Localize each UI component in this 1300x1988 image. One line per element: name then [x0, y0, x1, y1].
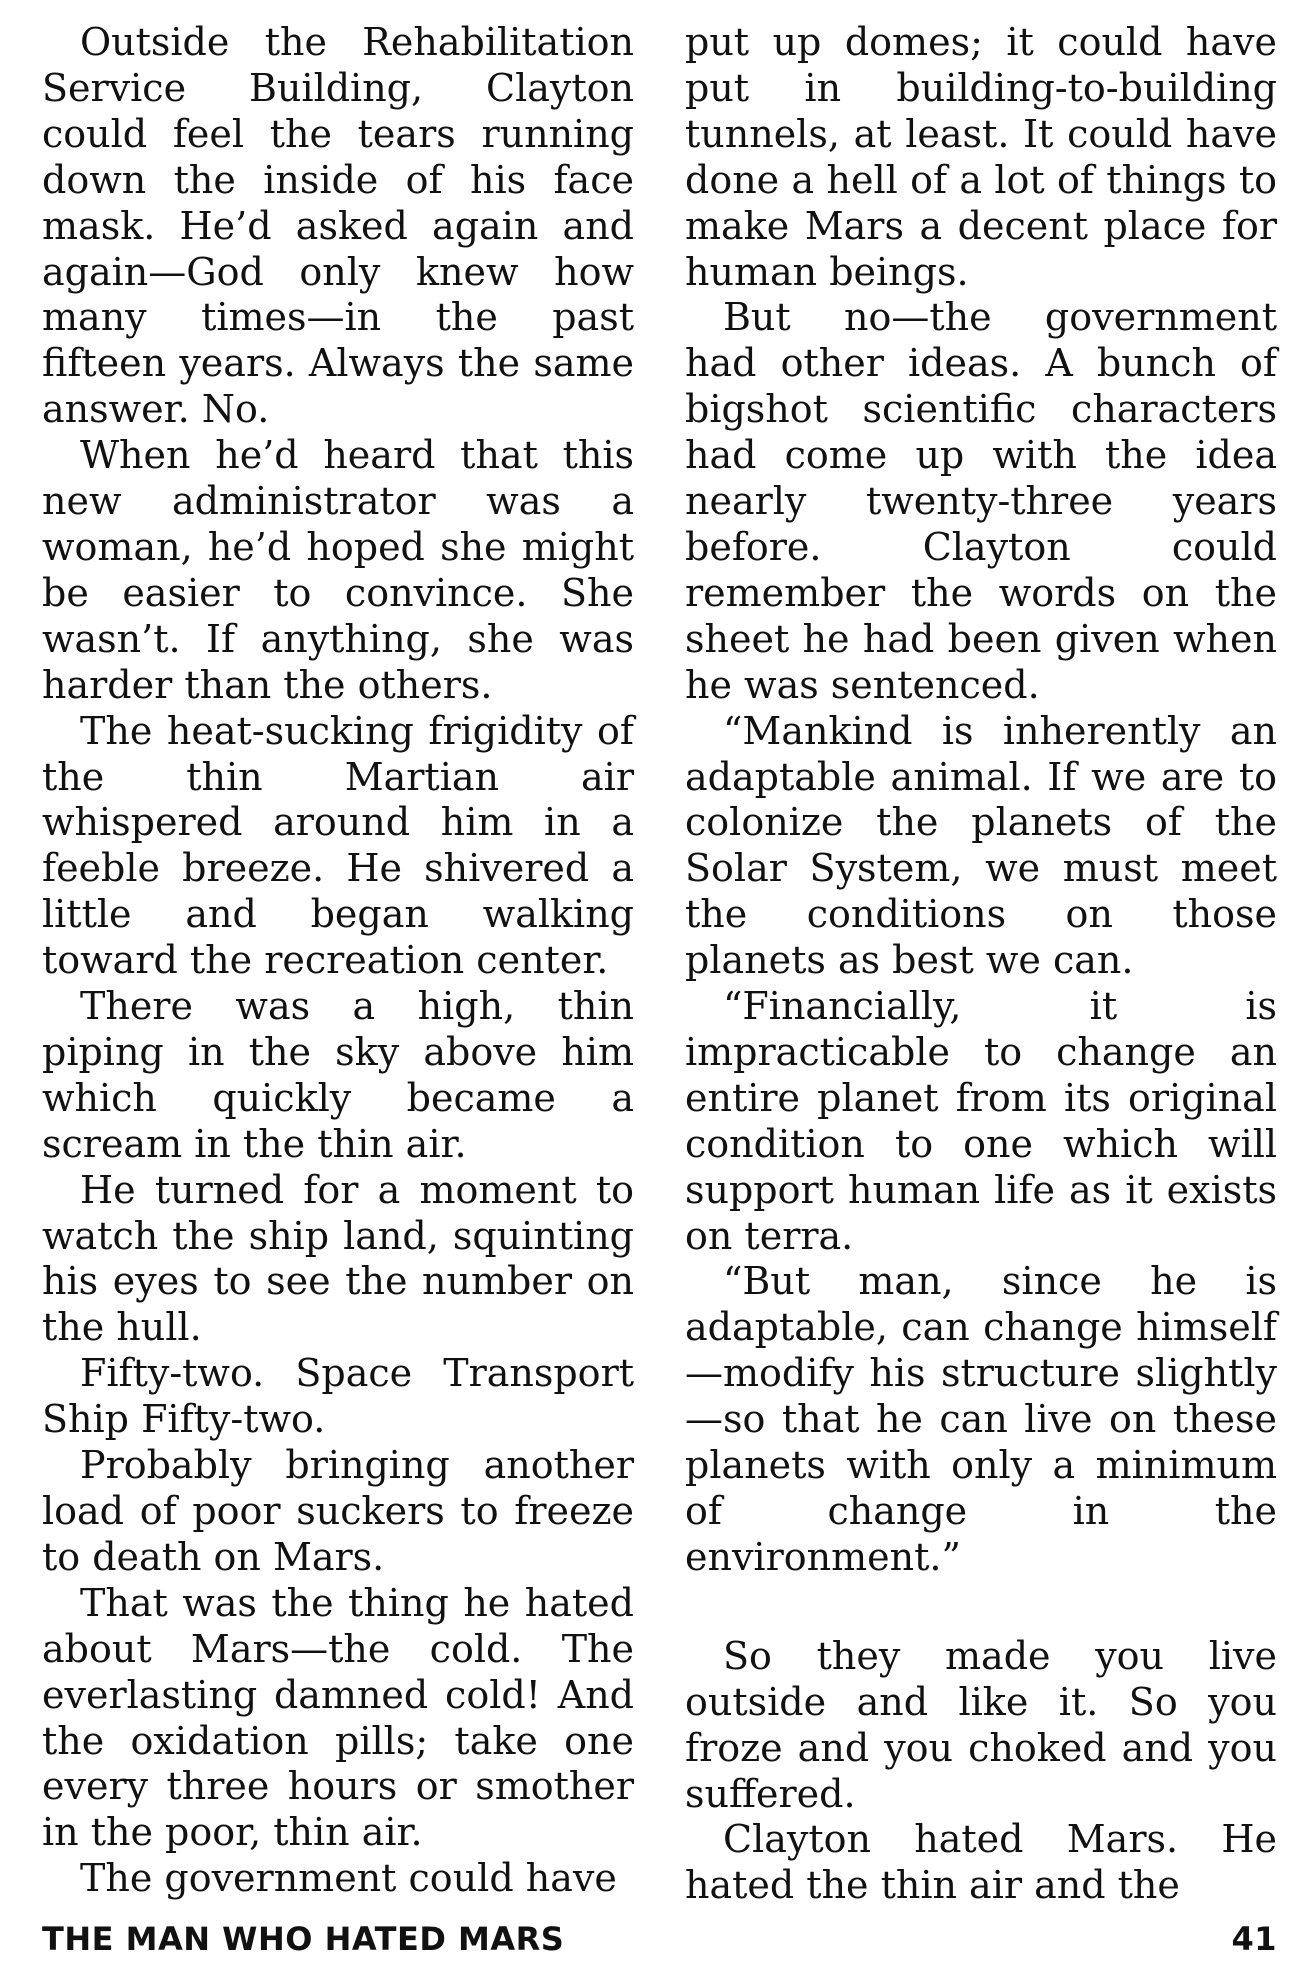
paragraph: Outside the Rehabilitation Service Building, Clayton could feel the tears running down the inside of his face mask. He’d asked again and again—God only knew how many times—in the past fifteen years. Always the same answer. No.	[42, 20, 634, 432]
paragraph: Fifty-two. Space Transport Ship Fifty-two.	[42, 1351, 634, 1442]
paragraph: “Mankind is inherently an adaptable animal. If we are to colonize the planets of the Solar System, we must meet the conditions on those planets as best we can.	[685, 708, 1277, 983]
paragraph: The government could have	[80, 1856, 617, 1901]
paragraph: That was the thing he hated about Mars—the cold. The everlasting damned cold! And the oxidation pills; take one every three hours or smother in the poor, thin air.	[42, 1580, 634, 1855]
paragraph: The heat-sucking frigidity of the thin Martian air whispered around him in a feeble breeze. He shivered a little and began walking toward the recreation center.	[42, 708, 634, 983]
paragraph: “But man, since he is adaptable, can change himself—modify his structure slightly—so that he can live on these planets with only a minimum of change in the environment.”	[685, 1259, 1277, 1579]
section-break	[685, 1581, 1277, 1634]
page-number: 41	[1231, 1920, 1277, 1958]
paragraph: Probably bringing another load of poor suckers to freeze to death on Mars.	[42, 1443, 634, 1579]
page-footer	[42, 1920, 1277, 1970]
running-title: THE MAN WHO HATED MARS	[42, 1920, 565, 1958]
left-column	[42, 20, 634, 1902]
paragraph: So they made you live outside and like it. So you froze and you choked and you suffered.	[685, 1633, 1277, 1816]
paragraph-continuation: put up domes; it could have put in building-to-building tunnels, at least. It could have done a hell of a lot of things to make Mars a decent place for human beings.	[685, 20, 1277, 294]
paragraph: When he’d heard that this new administrator was a woman, he’d hoped she might be easier to convince. She wasn’t. If anything, she was harder than the others.	[42, 433, 634, 707]
paragraph: Clayton hated Mars. He hated the thin air and the	[685, 1817, 1277, 1908]
paragraph: He turned for a moment to watch the ship land, squinting his eyes to see the number on the hull.	[42, 1167, 634, 1350]
paragraph: “Financially, it is impracticable to change an entire planet from its original condition to one which will support human life as it exists on terra.	[685, 984, 1277, 1258]
paragraph: But no—the government had other ideas. A bunch of bigshot scientific characters had come up with the idea nearly twenty-three years before. Clayton could remember the words on the sheet he had been given when he was sentenced.	[685, 295, 1277, 707]
right-column	[685, 20, 1277, 1909]
paragraph: There was a high, thin piping in the sky above him which quickly became a scream in the thin air.	[42, 984, 634, 1166]
